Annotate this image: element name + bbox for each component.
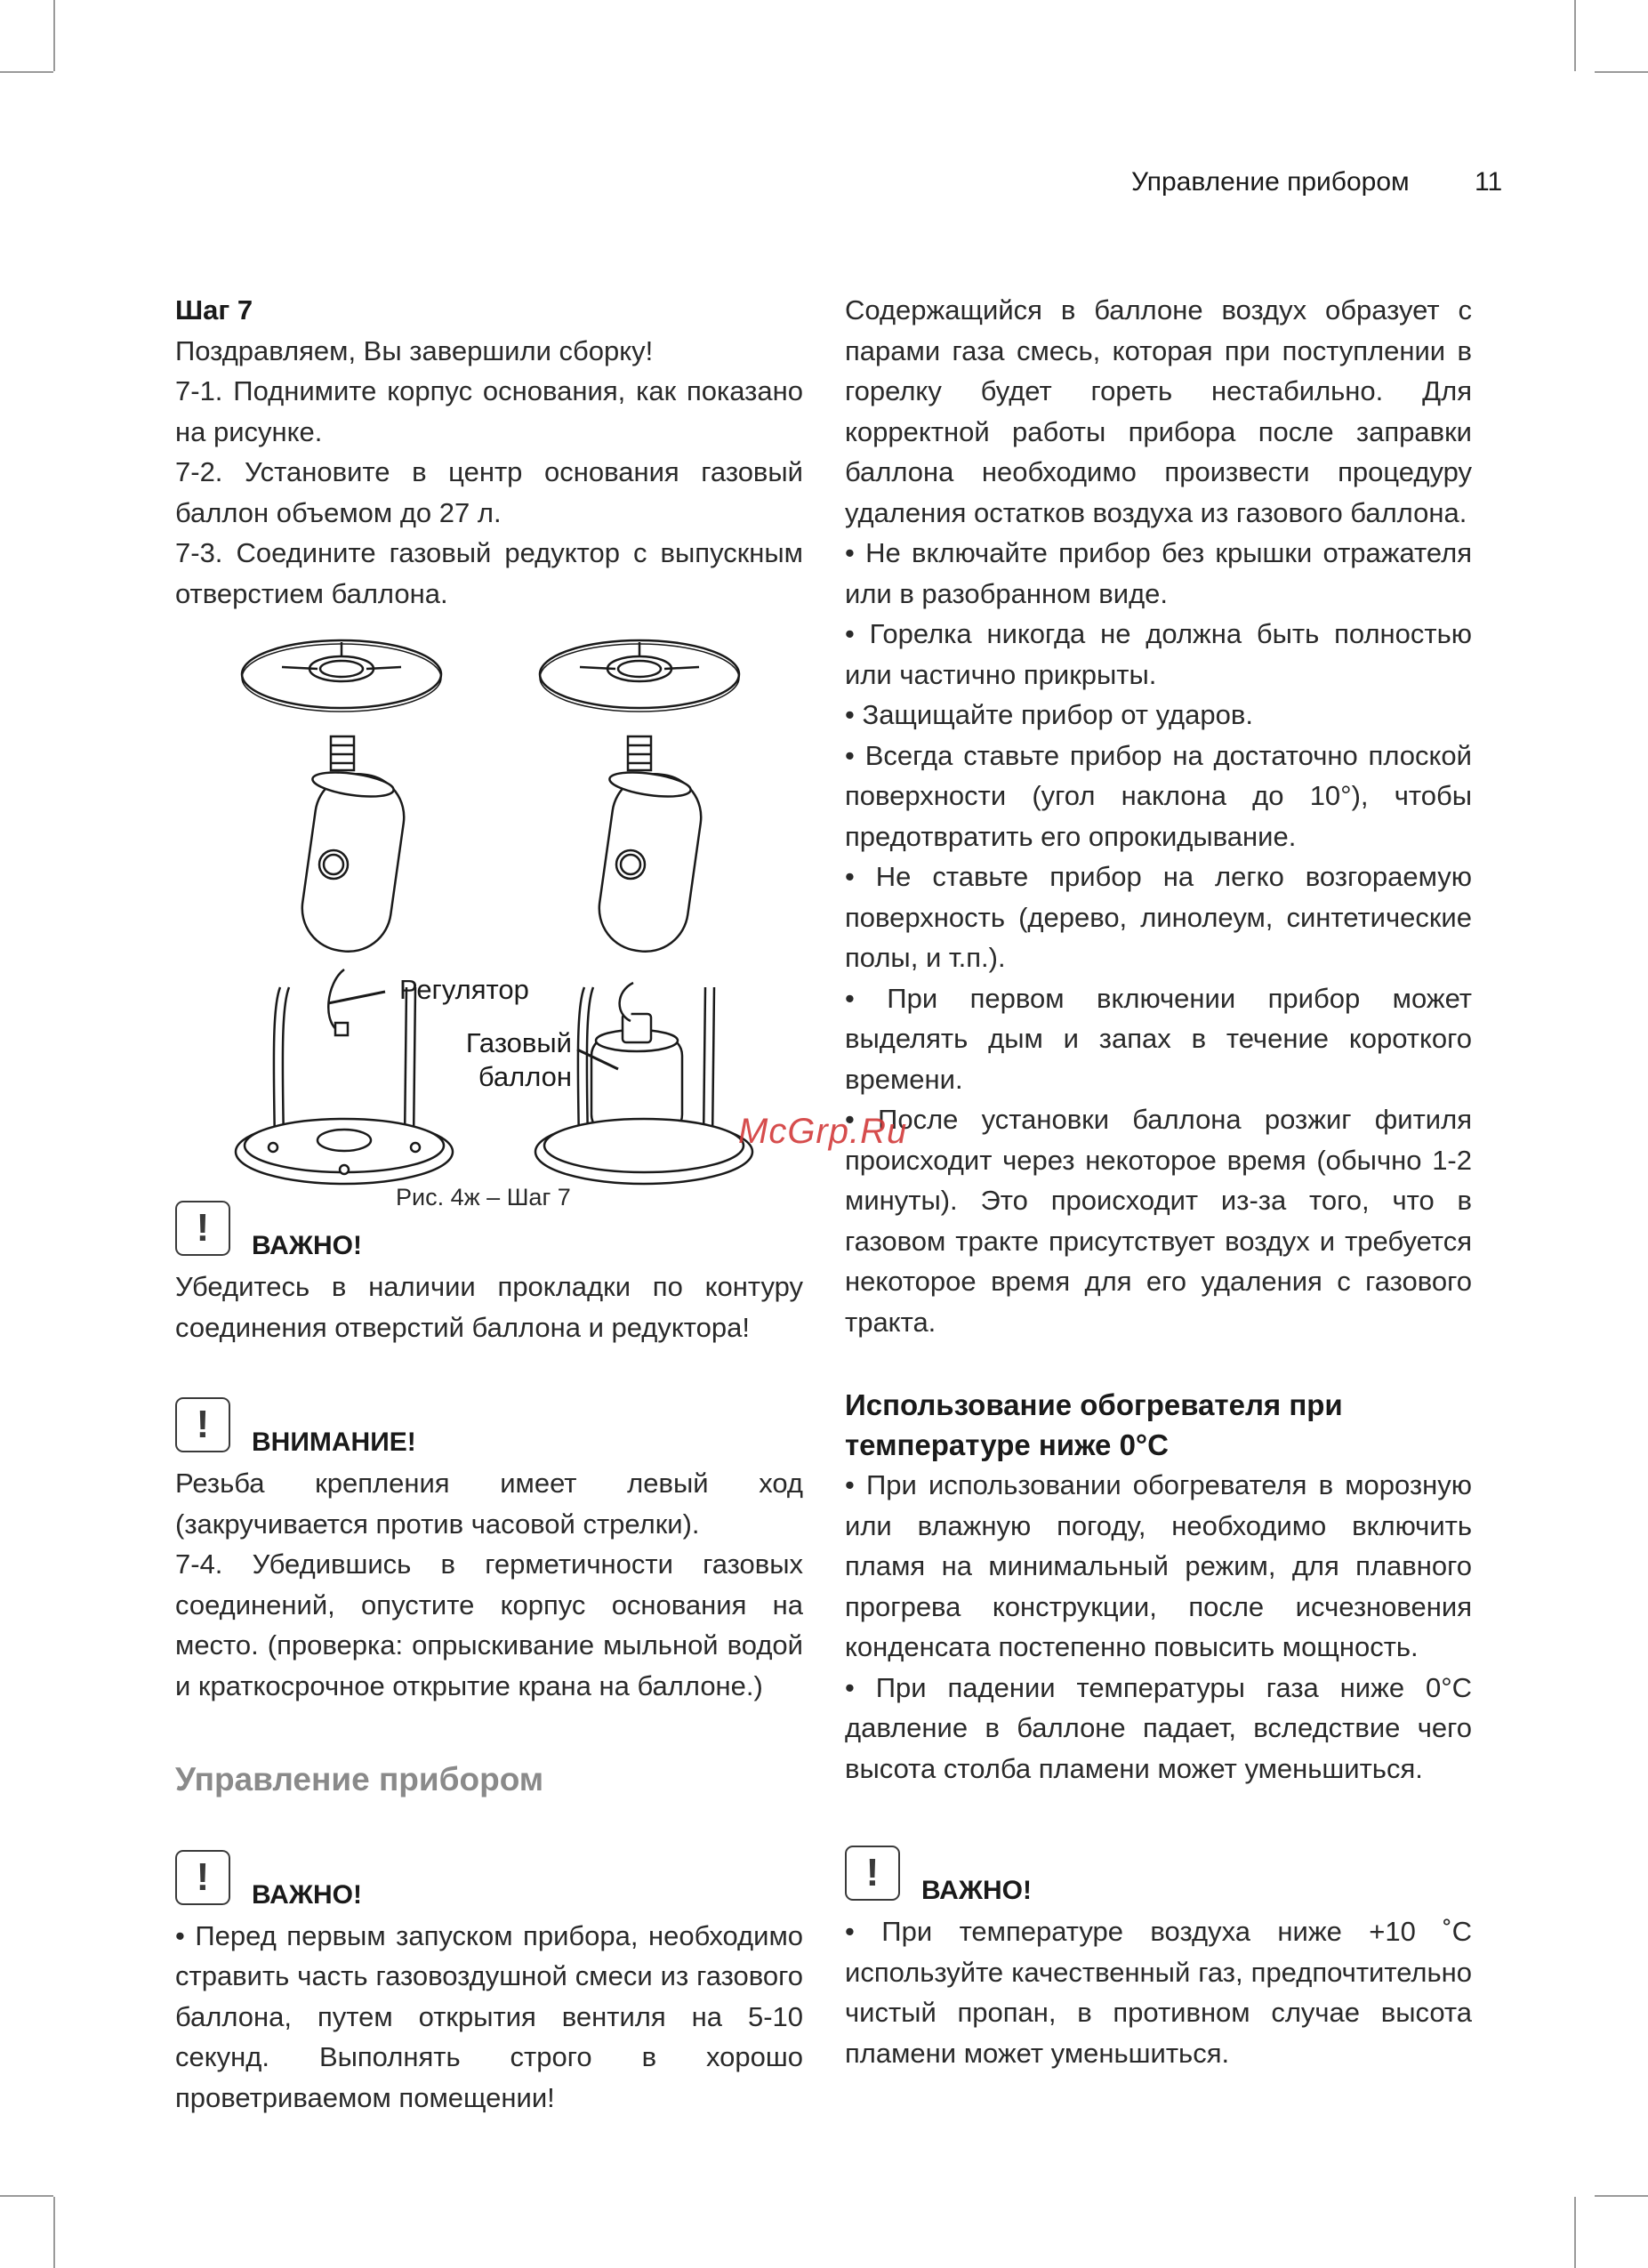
heater-left xyxy=(236,640,453,1184)
bullet-item: • Не включайте прибор без крышки отражателя или в разобранном виде. xyxy=(845,537,1472,609)
paragraph: 7-3. Соедините газовый редуктор с выпускным отверстием баллона. xyxy=(175,537,803,609)
bullet-item: • При падении температуры газа ниже 0°С давление в баллоне падает, вследствие чего высота столба пламени может уменьшиться. xyxy=(845,1671,1472,1784)
subheading: Использование обогревателя при температуре ниже 0°С xyxy=(845,1388,1343,1461)
warning-title: ВАЖНО! xyxy=(252,1231,362,1260)
exclamation-icon: ! xyxy=(175,1397,230,1452)
exclamation-icon: ! xyxy=(175,1850,230,1905)
crop-mark xyxy=(1574,2197,1576,2268)
crop-mark xyxy=(0,71,53,73)
assembly-figure xyxy=(175,631,803,1210)
warning-title: ВАЖНО! xyxy=(921,1876,1032,1905)
crop-mark xyxy=(53,0,55,71)
bullet-item: • При первом включении прибор может выделять дым и запах в течение короткого времени. xyxy=(845,982,1472,1095)
bullet-item: • Всегда ставьте прибор на достаточно плоской поверхности (угол наклона до 10°), чтобы предотвратить его опрокидывание. xyxy=(845,739,1472,852)
label-regulator: Регулятор xyxy=(399,974,529,1005)
paragraph: • При температуре воздуха ниже +10 ˚С используйте качественный газ, предпочтительно чистый пропан, в противном случае высота пламени может уменьшиться. xyxy=(845,1916,1472,2069)
paragraph: 7-4. Убедившись в герметичности газовых соединений, опустите корпус основания на место. (проверка: опрыскивание мыльной водой и краткосрочное открытие крана на баллоне.) xyxy=(175,1548,803,1701)
right-column xyxy=(845,290,1472,2073)
paragraph: 7-1. Поднимите корпус основания, как показано на рисунке. xyxy=(175,375,803,447)
exclamation-icon: ! xyxy=(175,1201,230,1256)
paragraph: Поздравляем, Вы завершили сборку! xyxy=(175,334,654,366)
page-number: 11 xyxy=(1475,167,1503,197)
bullet-item: • Горелка никогда не должна быть полностью или частично прикрыты. xyxy=(845,618,1472,690)
warning-attention xyxy=(175,1397,803,1457)
warning-important xyxy=(845,1846,1472,1905)
heater-right xyxy=(535,640,752,1184)
warning-title: ВНИМАНИЕ! xyxy=(252,1428,416,1457)
crop-mark xyxy=(1574,0,1576,71)
crop-mark xyxy=(1595,71,1648,73)
paragraph: • Перед первым запуском прибора, необходимо стравить часть газовоздушной смеси из газового баллона, путем открытия вентиля на 5-10 секунд. Выполнять строго в хорошо проветриваемом помещении! xyxy=(175,1919,803,2113)
paragraph: Резьба крепления имеет левый ход (закручивается против часовой стрелки). xyxy=(175,1468,803,1540)
exclamation-icon: ! xyxy=(845,1846,900,1901)
watermark: McGrp.Ru xyxy=(738,1112,908,1151)
step-title: Шаг 7 xyxy=(175,294,253,326)
left-column xyxy=(175,290,803,2118)
crop-mark xyxy=(0,2195,53,2197)
bullet-item: • Не ставьте прибор на легко возгораемую поверхность (дерево, линолеум, синтетические полы, и т.п.). xyxy=(845,861,1472,973)
warning-important xyxy=(175,1850,803,1910)
bullet-item: • При использовании обогревателя в морозную или влажную погоду, необходимо включить пламя на минимальный режим, для плавного прогрева конструкции, после исчезновения конденсата постепенно повысить мощность. xyxy=(845,1469,1472,1662)
crop-mark xyxy=(1595,2195,1648,2197)
heater-illustration xyxy=(175,631,803,1210)
running-header: Управление прибором xyxy=(1131,167,1410,197)
warning-title: ВАЖНО! xyxy=(252,1879,362,1910)
bullet-item: • Защищайте прибор от ударов. xyxy=(845,699,1253,730)
bullet-item: • После установки баллона розжиг фитиля происходит через некоторое время (обычно 1-2 минуты). Это происходит из-за того, что в газовом тракте присутствует воздух и требуется некоторое время для его удаления с газового тракта. xyxy=(845,1104,1472,1338)
paragraph: Содержащийся в баллоне воздух образует с парами газа смесь, которая при поступлении в горелку будет гореть нестабильно. Для корректной работы прибора после заправки баллона необходимо произвести процедуру удаления остатков воздуха из газового баллона. xyxy=(845,294,1472,528)
paragraph: 7-2. Установите в центр основания газовый баллон объемом до 27 л. xyxy=(175,456,803,528)
crop-mark xyxy=(53,2197,55,2268)
figure-caption: Рис. 4ж – Шаг 7 xyxy=(396,1184,571,1210)
section-title: Управление прибором xyxy=(175,1761,544,1798)
label-gas-cylinder: Газовый баллон xyxy=(465,1027,572,1092)
paragraph: Убедитесь в наличии прокладки по контуру соединения отверстий баллона и редуктора! xyxy=(175,1271,803,1343)
